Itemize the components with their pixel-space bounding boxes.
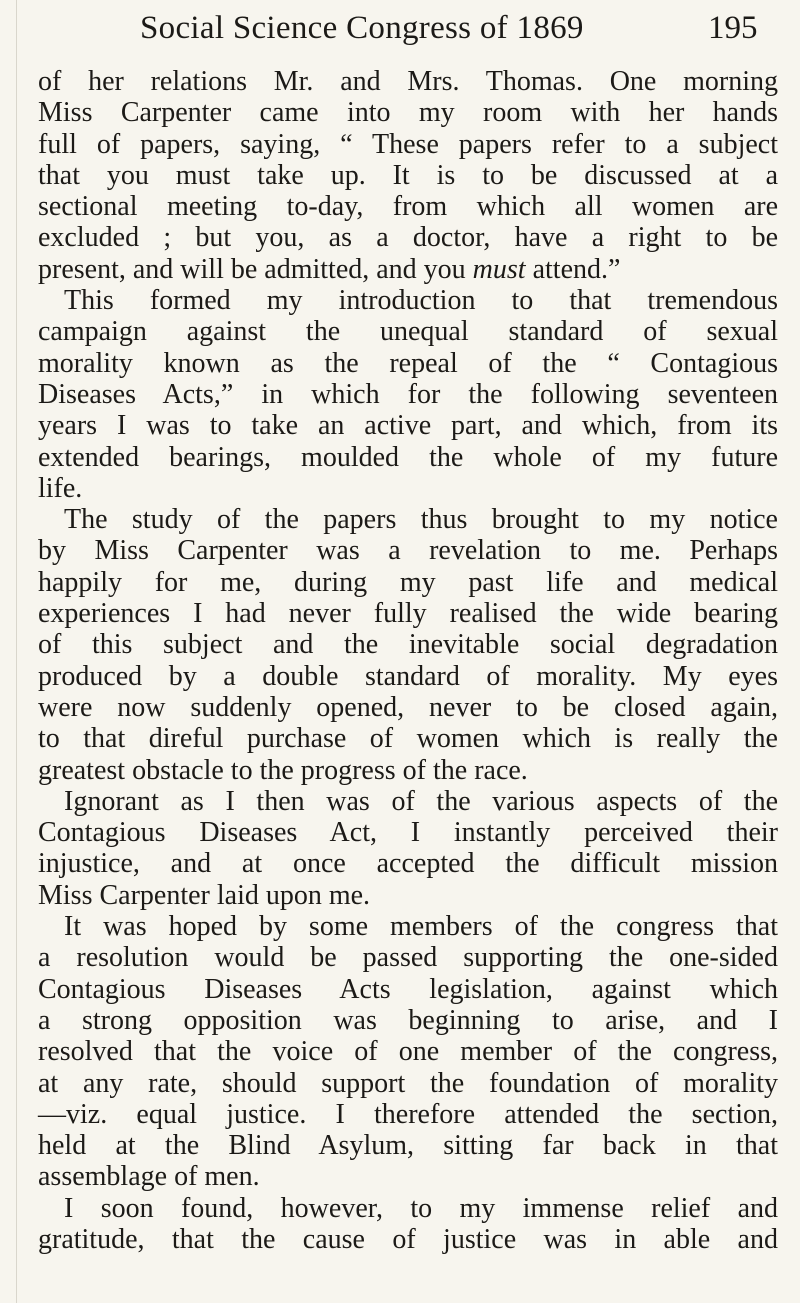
text-line bbox=[38, 410, 778, 441]
text-line bbox=[38, 1068, 778, 1099]
text-line bbox=[38, 1130, 778, 1161]
text-line bbox=[38, 911, 778, 942]
text-line bbox=[38, 1099, 778, 1130]
text-line-content: at any rate, should support the foundation of morality bbox=[38, 1067, 778, 1099]
text-line-content: Contagious Diseases Act, I instantly perceived their bbox=[38, 817, 778, 849]
running-title: Social Science Congress of 1869 bbox=[140, 10, 584, 46]
text-line-content: produced by a double standard of morality. My eyes bbox=[38, 660, 778, 692]
text-line-content: to that direful purchase of women which is really the bbox=[38, 723, 778, 755]
text-line-content: morality known as the repeal of the “ Contagious bbox=[38, 347, 778, 379]
body-text bbox=[38, 66, 778, 1255]
text-line-content: full of papers, saying, “ These papers refer to a subject bbox=[38, 128, 778, 160]
text-line bbox=[38, 880, 778, 911]
text-line bbox=[38, 1005, 778, 1036]
text-line-content: happily for me, during my past life and medical bbox=[38, 566, 778, 598]
text-line-content: were now suddenly opened, never to be closed again, bbox=[38, 691, 778, 723]
text-line bbox=[38, 222, 778, 253]
text-line bbox=[38, 974, 778, 1005]
text-line bbox=[38, 1161, 778, 1192]
text-line-content: by Miss Carpenter was a revelation to me. Perhaps bbox=[38, 535, 778, 567]
text-line-content: —viz. equal justice. I therefore attended the section, bbox=[38, 1098, 778, 1130]
text-line bbox=[38, 661, 778, 692]
text-line-content: life. bbox=[38, 472, 83, 504]
text-line-content: a strong opposition was beginning to arise, and I bbox=[38, 1004, 778, 1036]
text-line-tail: attend.” bbox=[525, 253, 621, 285]
text-line-content: gratitude, that the cause of justice was in able and bbox=[38, 1223, 778, 1255]
text-line-content: of this subject and the inevitable social degradation bbox=[38, 629, 778, 661]
text-line bbox=[38, 692, 778, 723]
text-line bbox=[38, 442, 778, 473]
text-line bbox=[38, 473, 778, 504]
text-line-content: It was hoped by some members of the congress that bbox=[64, 911, 778, 943]
text-line bbox=[38, 629, 778, 660]
emphasized-word: must bbox=[472, 253, 526, 285]
text-line bbox=[38, 786, 778, 817]
text-line bbox=[38, 160, 778, 191]
text-line bbox=[38, 598, 778, 629]
text-line-content: assemblage of men. bbox=[38, 1161, 260, 1193]
text-line-content: of her relations Mr. and Mrs. Thomas. One morning bbox=[38, 66, 778, 97]
text-line-content: Miss Carpenter laid upon me. bbox=[38, 879, 371, 911]
text-line bbox=[38, 567, 778, 598]
page-gutter-edge bbox=[16, 0, 17, 1303]
text-line-content: years I was to take an active part, and which, from its bbox=[38, 410, 778, 442]
text-line-content: Miss Carpenter came into my room with her hands bbox=[38, 97, 778, 129]
text-line-content: Diseases Acts,” in which for the following seventeen bbox=[38, 378, 778, 410]
text-line-content: present, and will be admitted, and you bbox=[38, 253, 466, 285]
text-line-content: This formed my introduction to that tremendous bbox=[64, 285, 778, 317]
text-line bbox=[38, 254, 778, 285]
text-line-content: a resolution would be passed supporting the one-sided bbox=[38, 942, 778, 974]
text-line bbox=[38, 97, 778, 128]
text-line bbox=[38, 817, 778, 848]
text-line bbox=[38, 942, 778, 973]
text-line-content: Ignorant as I then was of the various aspects of the bbox=[64, 785, 778, 817]
text-line bbox=[38, 316, 778, 347]
text-line bbox=[38, 191, 778, 222]
text-line bbox=[38, 848, 778, 879]
text-line-content: that you must take up. It is to be discussed at a bbox=[38, 159, 778, 191]
text-line-content: experiences I had never fully realised the wide bearing bbox=[38, 598, 778, 630]
text-line bbox=[38, 1193, 778, 1224]
text-line-content: injustice, and at once accepted the difficult mission bbox=[38, 848, 778, 880]
text-line-content: I soon found, however, to my immense relief and bbox=[64, 1192, 778, 1224]
text-line bbox=[38, 755, 778, 786]
text-line bbox=[38, 348, 778, 379]
text-line bbox=[38, 723, 778, 754]
text-line bbox=[38, 379, 778, 410]
text-line bbox=[38, 129, 778, 160]
text-line bbox=[38, 1224, 778, 1255]
text-line bbox=[38, 504, 778, 535]
text-line-content: Contagious Diseases Acts legislation, against which bbox=[38, 973, 778, 1005]
page-header bbox=[0, 10, 800, 60]
text-line-content: campaign against the unequal standard of sexual bbox=[38, 316, 778, 348]
text-line-content: The study of the papers thus brought to my notice bbox=[64, 504, 778, 536]
text-line-content: held at the Blind Asylum, sitting far back in that bbox=[38, 1130, 778, 1162]
page-number: 195 bbox=[708, 10, 758, 46]
text-line bbox=[38, 285, 778, 316]
text-line bbox=[38, 66, 778, 97]
text-line-content: extended bearings, moulded the whole of my future bbox=[38, 441, 778, 473]
text-line-content: sectional meeting to-day, from which all women are bbox=[38, 191, 778, 223]
text-line bbox=[38, 535, 778, 566]
text-line-content: greatest obstacle to the progress of the race. bbox=[38, 754, 528, 786]
text-line-content: excluded ; but you, as a doctor, have a right to be bbox=[38, 222, 778, 254]
text-line bbox=[38, 1036, 778, 1067]
text-line-content: resolved that the voice of one member of the congress, bbox=[38, 1036, 778, 1068]
